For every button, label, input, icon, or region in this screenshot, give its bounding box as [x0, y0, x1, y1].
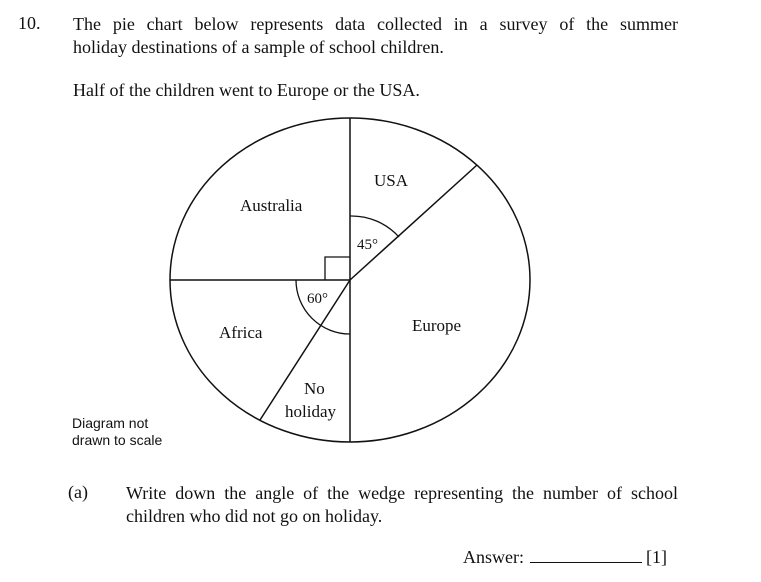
- diagram-note-line-1: Diagram not: [72, 415, 149, 431]
- sector-label-usa: USA: [374, 171, 409, 190]
- part-a-text: [126, 482, 678, 528]
- radius-africa-noholiday: [260, 280, 350, 420]
- question-stem-line-1: The pie chart below represents data collected in a survey of the summer: [73, 14, 678, 34]
- given-fact: Half of the children went to Europe or the USA.: [73, 80, 420, 100]
- right-angle-marker: [325, 257, 350, 280]
- part-a-text-line-2: children who did not go on holiday.: [126, 506, 383, 526]
- marks-label: [1]: [646, 547, 667, 567]
- angle-label-africa: 60°: [307, 291, 328, 307]
- answer-blank[interactable]: [530, 546, 642, 563]
- sector-label-no-holiday-line-2: holiday: [285, 402, 336, 421]
- usa-angle-arc: [350, 216, 399, 237]
- diagram-note-line-2: drawn to scale: [72, 432, 163, 448]
- angle-label-usa: 45°: [357, 237, 378, 253]
- part-a-label: (a): [68, 482, 88, 502]
- answer-label: Answer:: [463, 547, 524, 567]
- sector-label-australia: Australia: [240, 196, 303, 215]
- sector-label-europe: Europe: [412, 316, 462, 335]
- sector-label-africa: Africa: [219, 323, 263, 342]
- sector-label-no-holiday-line-1: No: [304, 379, 325, 398]
- africa-angle-arc: [296, 280, 350, 334]
- question-stem-line-2: holiday destinations of a sample of school children.: [73, 37, 444, 57]
- part-a-text-line-1: Write down the angle of the wedge representing the number of school: [126, 483, 678, 503]
- radius-usa-europe: [350, 165, 477, 280]
- answer-row: [463, 546, 667, 568]
- diagram-note: [72, 415, 162, 449]
- question-number: 10.: [18, 13, 41, 33]
